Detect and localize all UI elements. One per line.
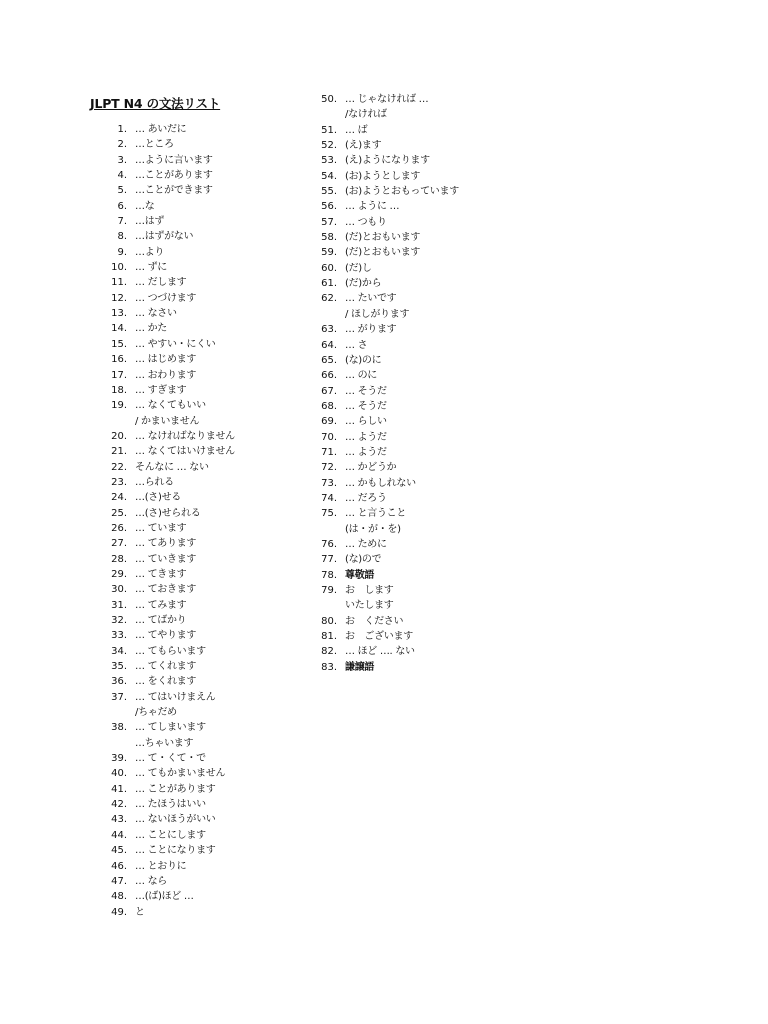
list-item (100, 628, 315, 643)
item-number: 59. (321, 247, 337, 259)
grammar-point: (お)ようとします (345, 170, 421, 182)
list-item (100, 659, 315, 674)
grammar-point: … すぎます (135, 384, 187, 396)
grammar-point: / ほしがります (345, 308, 410, 320)
list-item (100, 229, 315, 244)
grammar-list-left (100, 122, 315, 920)
list-item (100, 582, 315, 597)
item-number: 6. (117, 200, 127, 212)
grammar-point: いたします (345, 600, 394, 612)
grammar-point: … てしまいます (135, 722, 206, 734)
item-number: 4. (117, 170, 127, 182)
item-number: 44. (111, 829, 127, 841)
list-item (100, 414, 315, 429)
grammar-point: …(さ)せられる (135, 507, 201, 519)
item-number: 83. (321, 661, 337, 673)
list-item (100, 199, 315, 214)
grammar-point: …ことができます (135, 185, 213, 197)
list-item (100, 828, 315, 843)
grammar-point: 尊敬語 (345, 569, 375, 581)
list-item (100, 598, 315, 613)
grammar-point: …ところ (135, 139, 174, 151)
list-item (310, 353, 550, 368)
grammar-point: … だします (135, 277, 187, 289)
item-number: 14. (111, 323, 127, 335)
item-number: 39. (111, 753, 127, 765)
list-item (100, 782, 315, 797)
list-item (310, 384, 550, 399)
grammar-point: お ございます (345, 631, 413, 643)
grammar-point: … かた (135, 323, 167, 335)
list-item (310, 215, 550, 230)
item-number: 54. (321, 170, 337, 182)
item-number: 69. (321, 416, 337, 428)
grammar-point: … てあります (135, 538, 197, 550)
list-item (100, 874, 315, 889)
list-item (100, 183, 315, 198)
list-item (310, 460, 550, 475)
list-item (310, 123, 550, 138)
list-item (100, 122, 315, 137)
item-number: 29. (111, 568, 127, 580)
list-item (100, 429, 315, 444)
list-item (310, 199, 550, 214)
grammar-point: と (135, 906, 145, 918)
grammar-point: … のに (345, 370, 377, 382)
grammar-point: … つづけます (135, 292, 197, 304)
item-number: 30. (111, 584, 127, 596)
grammar-point: … なければなりません (135, 430, 235, 442)
item-number: 11. (111, 277, 127, 289)
grammar-point: … はじめます (135, 354, 197, 366)
grammar-point: … ずに (135, 262, 167, 274)
item-number: 62. (321, 293, 337, 305)
list-item (310, 291, 550, 306)
list-item (100, 260, 315, 275)
list-item (100, 214, 315, 229)
list-item (100, 766, 315, 781)
list-item (310, 583, 550, 598)
list-item (310, 629, 550, 644)
grammar-point: / かまいません (135, 415, 200, 427)
list-item (310, 368, 550, 383)
list-item (310, 276, 550, 291)
item-number: 53. (321, 155, 337, 167)
list-item (100, 460, 315, 475)
grammar-point: … をくれます (135, 676, 197, 688)
list-item (100, 567, 315, 582)
item-number: 17. (111, 369, 127, 381)
item-number: 27. (111, 538, 127, 550)
grammar-point: そんなに … ない (135, 461, 209, 473)
list-item (100, 291, 315, 306)
grammar-point: …(ば)ほど … (135, 891, 194, 903)
item-number: 2. (117, 139, 127, 151)
grammar-point: … てみます (135, 599, 187, 611)
grammar-point: … じゃなければ … (345, 94, 429, 105)
grammar-point: … ほど …. ない (345, 646, 415, 658)
grammar-point: …より (135, 246, 165, 258)
grammar-point: (だ)とおもいます (345, 247, 421, 259)
list-item (100, 337, 315, 352)
grammar-point: … ことにします (135, 829, 206, 841)
grammar-point: … かもしれない (345, 477, 416, 489)
list-item (100, 889, 315, 904)
item-number: 35. (111, 661, 127, 673)
item-number: 74. (321, 492, 337, 504)
item-number: 12. (111, 292, 127, 304)
item-number: 51. (321, 124, 337, 136)
item-number: 64. (321, 339, 337, 351)
list-item (100, 736, 315, 751)
item-number: 40. (111, 768, 127, 780)
list-item (100, 490, 315, 505)
list-item (100, 536, 315, 551)
list-item (310, 338, 550, 353)
item-number: 25. (111, 507, 127, 519)
grammar-point: (だ)とおもいます (345, 232, 421, 244)
item-number: 45. (111, 845, 127, 857)
item-number: 56. (321, 201, 337, 213)
list-item (100, 368, 315, 383)
grammar-point: … ために (345, 538, 387, 550)
item-number: 15. (111, 338, 127, 350)
list-item (310, 307, 550, 322)
item-number: 43. (111, 814, 127, 826)
item-number: 18. (111, 384, 127, 396)
list-item (310, 92, 550, 107)
list-item (100, 137, 315, 152)
item-number: 48. (111, 891, 127, 903)
item-number: 72. (321, 462, 337, 474)
grammar-point: …はず (135, 216, 165, 228)
list-item (100, 644, 315, 659)
grammar-point: … がります (345, 324, 397, 336)
grammar-point: … かどうか (345, 462, 397, 474)
list-item (310, 491, 550, 506)
grammar-point: (な)ので (345, 554, 382, 566)
grammar-point: /なければ (345, 109, 387, 121)
item-number: 50. (321, 94, 337, 105)
list-item (310, 644, 550, 659)
item-number: 19. (111, 400, 127, 412)
list-item (100, 797, 315, 812)
grammar-point: (だ)から (345, 278, 382, 290)
list-item (100, 383, 315, 398)
grammar-point: … て・くて・で (135, 753, 206, 765)
list-item (310, 537, 550, 552)
list-item (310, 506, 550, 521)
list-item (100, 275, 315, 290)
grammar-point: 謙譲語 (345, 661, 375, 673)
list-item (310, 169, 550, 184)
grammar-point: … てくれます (135, 661, 197, 673)
list-item (100, 720, 315, 735)
item-number: 26. (111, 522, 127, 534)
grammar-point: … なら (135, 875, 167, 887)
item-number: 13. (111, 308, 127, 320)
list-item (100, 859, 315, 874)
grammar-point: … ように … (345, 201, 400, 213)
grammar-point: … なくてもいい (135, 400, 206, 412)
grammar-point: … なくてはいけません (135, 446, 235, 458)
list-item (100, 475, 315, 490)
item-number: 52. (321, 140, 337, 152)
grammar-point: … ようだ (345, 431, 387, 443)
item-number: 77. (321, 554, 337, 566)
grammar-point: … そうだ (345, 385, 387, 397)
grammar-point: … ことになります (135, 845, 216, 857)
grammar-point: … てばかり (135, 615, 187, 626)
list-item (310, 245, 550, 260)
item-number: 61. (321, 278, 337, 290)
grammar-point: (な)のに (345, 354, 382, 366)
list-item (100, 398, 315, 413)
list-item (310, 261, 550, 276)
grammar-point: (は・が・を) (345, 523, 401, 535)
list-item (100, 751, 315, 766)
item-number: 16. (111, 354, 127, 366)
item-number: 63. (321, 324, 337, 336)
item-number: 60. (321, 262, 337, 274)
grammar-point: … やすい・にくい (135, 338, 216, 350)
list-item (310, 107, 550, 122)
grammar-point: (え)ようになります (345, 155, 430, 167)
item-number: 34. (111, 645, 127, 657)
grammar-point: … さ (345, 339, 368, 351)
list-item (100, 352, 315, 367)
grammar-point: … てもらいます (135, 645, 206, 657)
item-number: 79. (321, 585, 337, 596)
grammar-point: … てもかまいません (135, 768, 226, 780)
item-number: 32. (111, 615, 127, 626)
list-item (310, 414, 550, 429)
item-number: 20. (111, 430, 127, 442)
grammar-point: (え)ます (345, 140, 382, 152)
item-number: 21. (111, 446, 127, 458)
grammar-point: …(さ)せる (135, 492, 182, 504)
list-item (310, 153, 550, 168)
list-item (100, 506, 315, 521)
grammar-point: … あいだに (135, 124, 187, 135)
item-number: 33. (111, 630, 127, 642)
item-number: 46. (111, 860, 127, 872)
grammar-point: … だろう (345, 492, 387, 504)
list-item (100, 843, 315, 858)
item-number: 81. (321, 631, 337, 643)
grammar-point: …ことがあります (135, 170, 213, 182)
list-item (310, 445, 550, 460)
grammar-point: …られる (135, 476, 174, 488)
item-number: 75. (321, 508, 337, 520)
grammar-point: … つもり (345, 216, 387, 228)
grammar-point: お ください (345, 615, 404, 627)
grammar-point: … ておきます (135, 584, 197, 596)
grammar-point: …ちゃいます (135, 737, 194, 749)
item-number: 57. (321, 216, 337, 228)
grammar-point: …はずがない (135, 231, 194, 243)
item-number: 42. (111, 799, 127, 811)
item-number: 73. (321, 477, 337, 489)
item-number: 31. (111, 599, 127, 611)
grammar-point: … たほうはいい (135, 799, 206, 811)
grammar-point: …な (135, 200, 155, 212)
item-number: 65. (321, 354, 337, 366)
item-number: 58. (321, 232, 337, 244)
item-number: 67. (321, 385, 337, 397)
item-number: 78. (321, 569, 337, 581)
item-number: 37. (111, 691, 127, 703)
list-item (310, 322, 550, 337)
item-number: 68. (321, 400, 337, 412)
grammar-point: /ちゃだめ (135, 707, 177, 719)
item-number: 38. (111, 722, 127, 734)
item-number: 23. (111, 476, 127, 488)
grammar-point: (お)ようとおもっています (345, 186, 459, 198)
list-item (310, 138, 550, 153)
grammar-point: … ば (345, 124, 368, 136)
item-number: 80. (321, 615, 337, 627)
item-number: 5. (117, 185, 127, 197)
item-number: 10. (111, 262, 127, 274)
item-number: 55. (321, 186, 337, 198)
item-number: 70. (321, 431, 337, 443)
grammar-point: … ことがあります (135, 783, 216, 795)
grammar-point: … と言うこと (345, 508, 407, 520)
grammar-point: お します (345, 585, 394, 596)
list-item (100, 705, 315, 720)
grammar-point: … てやります (135, 630, 197, 642)
grammar-point: … てはいけまえん (135, 691, 216, 703)
list-item (310, 230, 550, 245)
list-item (310, 476, 550, 491)
grammar-point: … ようだ (345, 446, 387, 458)
page-title: JLPT N4 の文法リスト (90, 96, 221, 111)
item-number: 22. (111, 461, 127, 473)
grammar-point: … ています (135, 522, 187, 534)
list-item (100, 168, 315, 183)
list-item (100, 690, 315, 705)
list-item (310, 614, 550, 629)
list-item (100, 153, 315, 168)
grammar-point: … てきます (135, 568, 187, 580)
list-item (100, 521, 315, 536)
item-number: 9. (117, 246, 127, 258)
grammar-list-right (310, 92, 550, 675)
item-number: 76. (321, 538, 337, 550)
list-item (100, 674, 315, 689)
list-item (100, 321, 315, 336)
list-item (310, 598, 550, 613)
list-item (100, 306, 315, 321)
item-number: 82. (321, 646, 337, 658)
list-item (310, 552, 550, 567)
list-item (100, 444, 315, 459)
grammar-point: … おわります (135, 369, 197, 381)
item-number: 47. (111, 875, 127, 887)
list-item (310, 660, 550, 675)
list-item (100, 613, 315, 628)
list-item (310, 430, 550, 445)
list-item (310, 568, 550, 583)
item-number: 24. (111, 492, 127, 504)
item-number: 36. (111, 676, 127, 688)
grammar-point: …ように言います (135, 154, 213, 166)
list-item (100, 552, 315, 567)
list-item (310, 184, 550, 199)
list-item (100, 905, 315, 920)
grammar-point: … なさい (135, 308, 177, 320)
grammar-point: … ないほうがいい (135, 814, 216, 826)
list-item (310, 522, 550, 537)
item-number: 28. (111, 553, 127, 565)
grammar-point: (だ)し (345, 262, 372, 274)
item-number: 66. (321, 370, 337, 382)
list-item (100, 245, 315, 260)
grammar-point: … とおりに (135, 860, 187, 872)
item-number: 1. (117, 124, 127, 135)
grammar-point: … ていきます (135, 553, 197, 565)
list-item (310, 399, 550, 414)
list-item (100, 812, 315, 827)
item-number: 41. (111, 783, 127, 795)
grammar-point: … らしい (345, 416, 387, 428)
item-number: 8. (117, 231, 127, 243)
item-number: 71. (321, 446, 337, 458)
item-number: 7. (117, 216, 127, 228)
item-number: 49. (111, 906, 127, 918)
grammar-point: … たいです (345, 293, 397, 305)
grammar-point: … そうだ (345, 400, 387, 412)
item-number: 3. (117, 154, 127, 166)
